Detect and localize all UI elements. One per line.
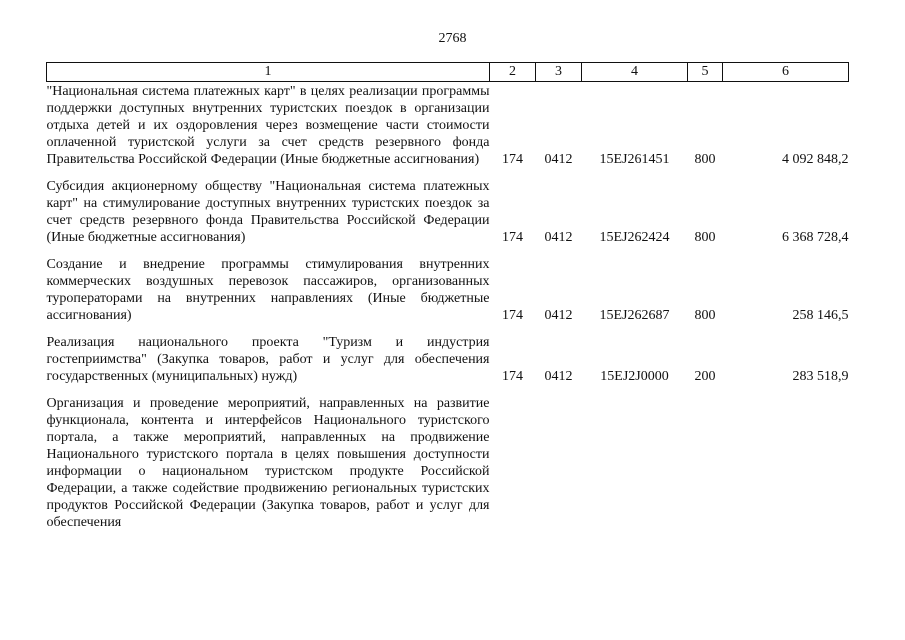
row-target: [582, 385, 688, 531]
row-description: Субсидия акционерному обществу "Национальная система платежных карт" на стимулирование доступных внутренних туристских поездок за счет средств резервного фонда Правительства Российской Федерации (Иные бюджетные ассигнования): [46, 179, 490, 245]
table-row: [47, 168, 849, 246]
row-code: 174: [502, 152, 523, 167]
row-type: 800: [694, 308, 716, 323]
table-header-row: [47, 63, 849, 82]
row-type: 800: [694, 230, 716, 245]
table-row: [47, 324, 849, 385]
table-row: [47, 82, 849, 169]
budget-table: [46, 62, 849, 531]
row-section: 0412: [544, 230, 573, 245]
row-target: 15EJ2J0000: [600, 369, 669, 384]
row-description: Создание и внедрение программы стимулирования внутренних коммерческих воздушных перевозок пассажиров, организованных туроператорами на внутренних направлениях (Иные бюджетные ассигнования): [46, 257, 490, 323]
row-target: 15EJ262687: [599, 308, 670, 323]
row-type: 800: [694, 152, 716, 167]
row-section: 0412: [544, 152, 573, 167]
table-row: [47, 246, 849, 324]
row-section: [536, 385, 582, 531]
row-amount: 6 368 728,4: [782, 230, 849, 245]
page-number: 2768: [438, 31, 467, 46]
column-header-code: 2: [490, 63, 536, 82]
row-type: 200: [694, 369, 716, 384]
row-amount: [723, 385, 849, 531]
row-amount: 283 518,9: [792, 369, 849, 384]
row-description: Реализация национального проекта "Туризм и индустрия гостеприимства" (Закупка товаров, работ и услуг для обеспечения государственных (муниципальных) нужд): [46, 335, 490, 384]
row-section: 0412: [544, 308, 573, 323]
row-section: 0412: [544, 369, 573, 384]
row-target: 15EJ262424: [599, 230, 670, 245]
row-type: [688, 385, 723, 531]
column-header-section: 3: [536, 63, 582, 82]
row-code: [490, 385, 536, 531]
table-row: [47, 385, 849, 531]
row-code: 174: [502, 230, 523, 245]
row-description: "Национальная система платежных карт" в целях реализации программы поддержки доступных внутренних туристских поездок в организации отдыха детей и их оздоровления через возмещение части стоимости оплаченной туристской услуги за счет средств резервного фонда Правительства Российской Федерации (Иные бюджетные ассигнования): [46, 84, 490, 167]
column-header-type: 5: [688, 63, 723, 82]
row-code: 174: [502, 369, 523, 384]
row-code: 174: [502, 308, 523, 323]
row-amount: 258 146,5: [792, 308, 849, 323]
column-header-description: 1: [47, 63, 490, 82]
row-amount: 4 092 848,2: [782, 152, 849, 167]
column-header-amount: 6: [723, 63, 849, 82]
row-target: 15EJ261451: [599, 152, 670, 167]
row-description: Организация и проведение мероприятий, направленных на развитие функционала, контента и интерфейсов Национального туристского портала, а также мероприятий, направленных на продвижение Национального туристского портала в целях повышения доступности информации о национальном туристском продукте Российской Федерации, а также содействие продвижению региональных туристских продуктов Российской Федерации (Закупка товаров, работ и услуг для обеспечения: [46, 396, 490, 530]
column-header-target: 4: [582, 63, 688, 82]
